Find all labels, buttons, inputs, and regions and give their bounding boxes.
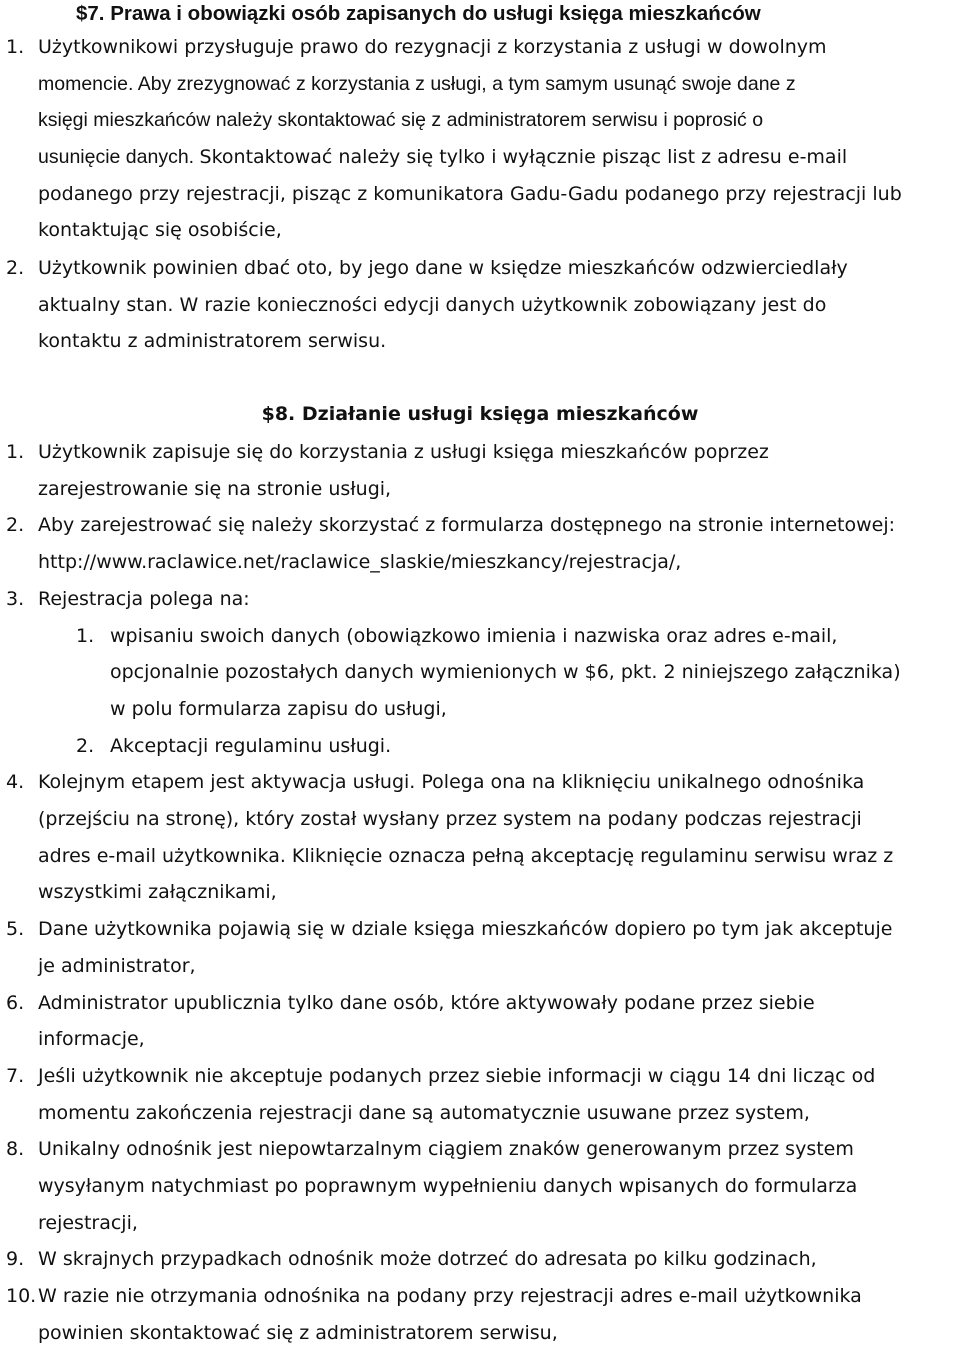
text-line: opcjonalnie pozostałych danych wymienionych w $6, pkt. 2 niniejszego załącznika) bbox=[110, 661, 901, 684]
text-line: Użytkownik zapisuje się do korzystania z usługi księga mieszkańców poprzez bbox=[38, 441, 769, 463]
section-7-title: $7. Prawa i obowiązki osób zapisanych do usługi księga mieszkańców bbox=[76, 2, 761, 25]
item-text bbox=[38, 581, 250, 618]
section-8-title: $8. Działanie usługi księga mieszkańców bbox=[261, 403, 699, 425]
text-line: aktualny stan. W razie konieczności edycji danych użytkownik zobowiązany jest do bbox=[38, 293, 827, 316]
item-number: 3. bbox=[6, 587, 25, 610]
text-line: podanego przy rejestracji, pisząc z komunikatora Gadu-Gadu podanego przy rejestracji lub bbox=[38, 182, 902, 205]
item-text bbox=[38, 507, 895, 580]
text-line: momencie. Aby zrezygnować z korzystania z usługi, a tym samym usunąć swoje dane z bbox=[38, 72, 796, 95]
text-line: rejestracji, bbox=[38, 1211, 138, 1234]
text-line: Administrator upublicznia tylko dane osób, które aktywowały podane przez siebie bbox=[38, 991, 815, 1014]
text-line: wysyłanym natychmiast po poprawnym wypełnieniu danych wpisanych do formularza bbox=[38, 1174, 858, 1197]
text-line: Dane użytkownika pojawią się w dziale księga mieszkańców dopiero po tym jak akceptuje bbox=[38, 918, 893, 941]
text-fragment: Skontaktować należy się tylko i wyłącznie pisząc list z adresu e-mail bbox=[199, 146, 848, 169]
item-number: 1. bbox=[6, 36, 25, 58]
item-number: 2. bbox=[6, 257, 25, 279]
text-line: Rejestracja polega na: bbox=[38, 587, 250, 610]
text-line: powinien skontaktować się z administratorem serwisu, bbox=[38, 1321, 558, 1344]
text-line bbox=[38, 139, 902, 176]
item-text bbox=[110, 618, 901, 728]
item-text bbox=[38, 1278, 862, 1351]
text-line: Użytkownik powinien dbać oto, by jego dane w księdze mieszkańców odzwierciedlały bbox=[38, 257, 848, 279]
text-line: Użytkownikowi przysługuje prawo do rezygnacji z korzystania z usługi w dowolnym bbox=[38, 36, 827, 58]
text-line: w polu formularza zapisu do usługi, bbox=[110, 697, 447, 720]
item-text bbox=[38, 1131, 857, 1241]
item-number: 5. bbox=[6, 918, 25, 941]
text-line: je administrator, bbox=[38, 954, 196, 977]
item-number: 7. bbox=[6, 1064, 25, 1087]
item-number: 4. bbox=[6, 771, 25, 794]
item-text bbox=[38, 985, 815, 1058]
item-number: 2. bbox=[76, 734, 95, 757]
text-line: wszystkimi załącznikami, bbox=[38, 881, 277, 904]
text-line: informacje, bbox=[38, 1028, 145, 1051]
text-line: Unikalny odnośnik jest niepowtarzalnym ciągiem znaków generowanym przez system bbox=[38, 1138, 854, 1161]
text-line: kontaktując się osobiście, bbox=[38, 219, 282, 242]
item-number: 8. bbox=[6, 1138, 25, 1161]
item-text bbox=[38, 1058, 875, 1131]
item-number: 1. bbox=[6, 441, 25, 463]
text-line: (przejściu na stronę), który został wysłany przez system na podany podczas rejestracji bbox=[38, 807, 862, 830]
text-line: Akceptacji regulaminu usługi. bbox=[110, 734, 392, 757]
text-line: W skrajnych przypadkach odnośnik może dotrzeć do adresata po kilku godzinach, bbox=[38, 1248, 817, 1271]
text-line: Jeśli użytkownik nie akceptuje podanych przez siebie informacji w ciągu 14 dni licząc od bbox=[38, 1064, 876, 1087]
text-line: księgi mieszkańców należy skontaktować się z administratorem serwisu i poprosić o bbox=[38, 109, 764, 132]
text-line: kontaktu z administratorem serwisu. bbox=[38, 330, 387, 353]
text-line: adres e-mail użytkownika. Kliknięcie oznacza pełną akceptację regulaminu serwisu wraz z bbox=[38, 844, 894, 867]
item-text bbox=[38, 1241, 817, 1278]
item-number: 6. bbox=[6, 991, 25, 1014]
text-line: wpisaniu swoich danych (obowiązkowo imienia i nazwiska oraz adres e-mail, bbox=[110, 624, 838, 647]
item-number: 9. bbox=[6, 1248, 25, 1271]
item-text bbox=[110, 728, 391, 765]
text-line: Aby zarejestrować się należy skorzystać z formularza dostępnego na stronie internetowej: bbox=[38, 514, 895, 537]
item-text bbox=[38, 434, 769, 507]
item-number: 2. bbox=[6, 514, 25, 537]
text-fragment: usunięcie danych. bbox=[38, 146, 200, 169]
text-line: momentu zakończenia rejestracji dane są automatycznie usuwane przez system, bbox=[38, 1101, 810, 1124]
item-number: 1. bbox=[76, 624, 95, 647]
text-line: W razie nie otrzymania odnośnika na podany przy rejestracji adres e-mail użytkownika bbox=[38, 1285, 862, 1308]
item-text bbox=[38, 764, 893, 911]
text-line: zarejestrowanie się na stronie usługi, bbox=[38, 477, 392, 500]
item-text bbox=[38, 250, 848, 360]
text-line: http://www.raclawice.net/raclawice_slaskie/mieszkancy/rejestracja/, bbox=[38, 551, 682, 574]
text-line: Kolejnym etapem jest aktywacja usługi. Polega ona na kliknięciu unikalnego odnośnika bbox=[38, 771, 865, 794]
item-text bbox=[38, 911, 892, 984]
item-number: 10. bbox=[6, 1285, 37, 1308]
item-text bbox=[38, 29, 902, 249]
